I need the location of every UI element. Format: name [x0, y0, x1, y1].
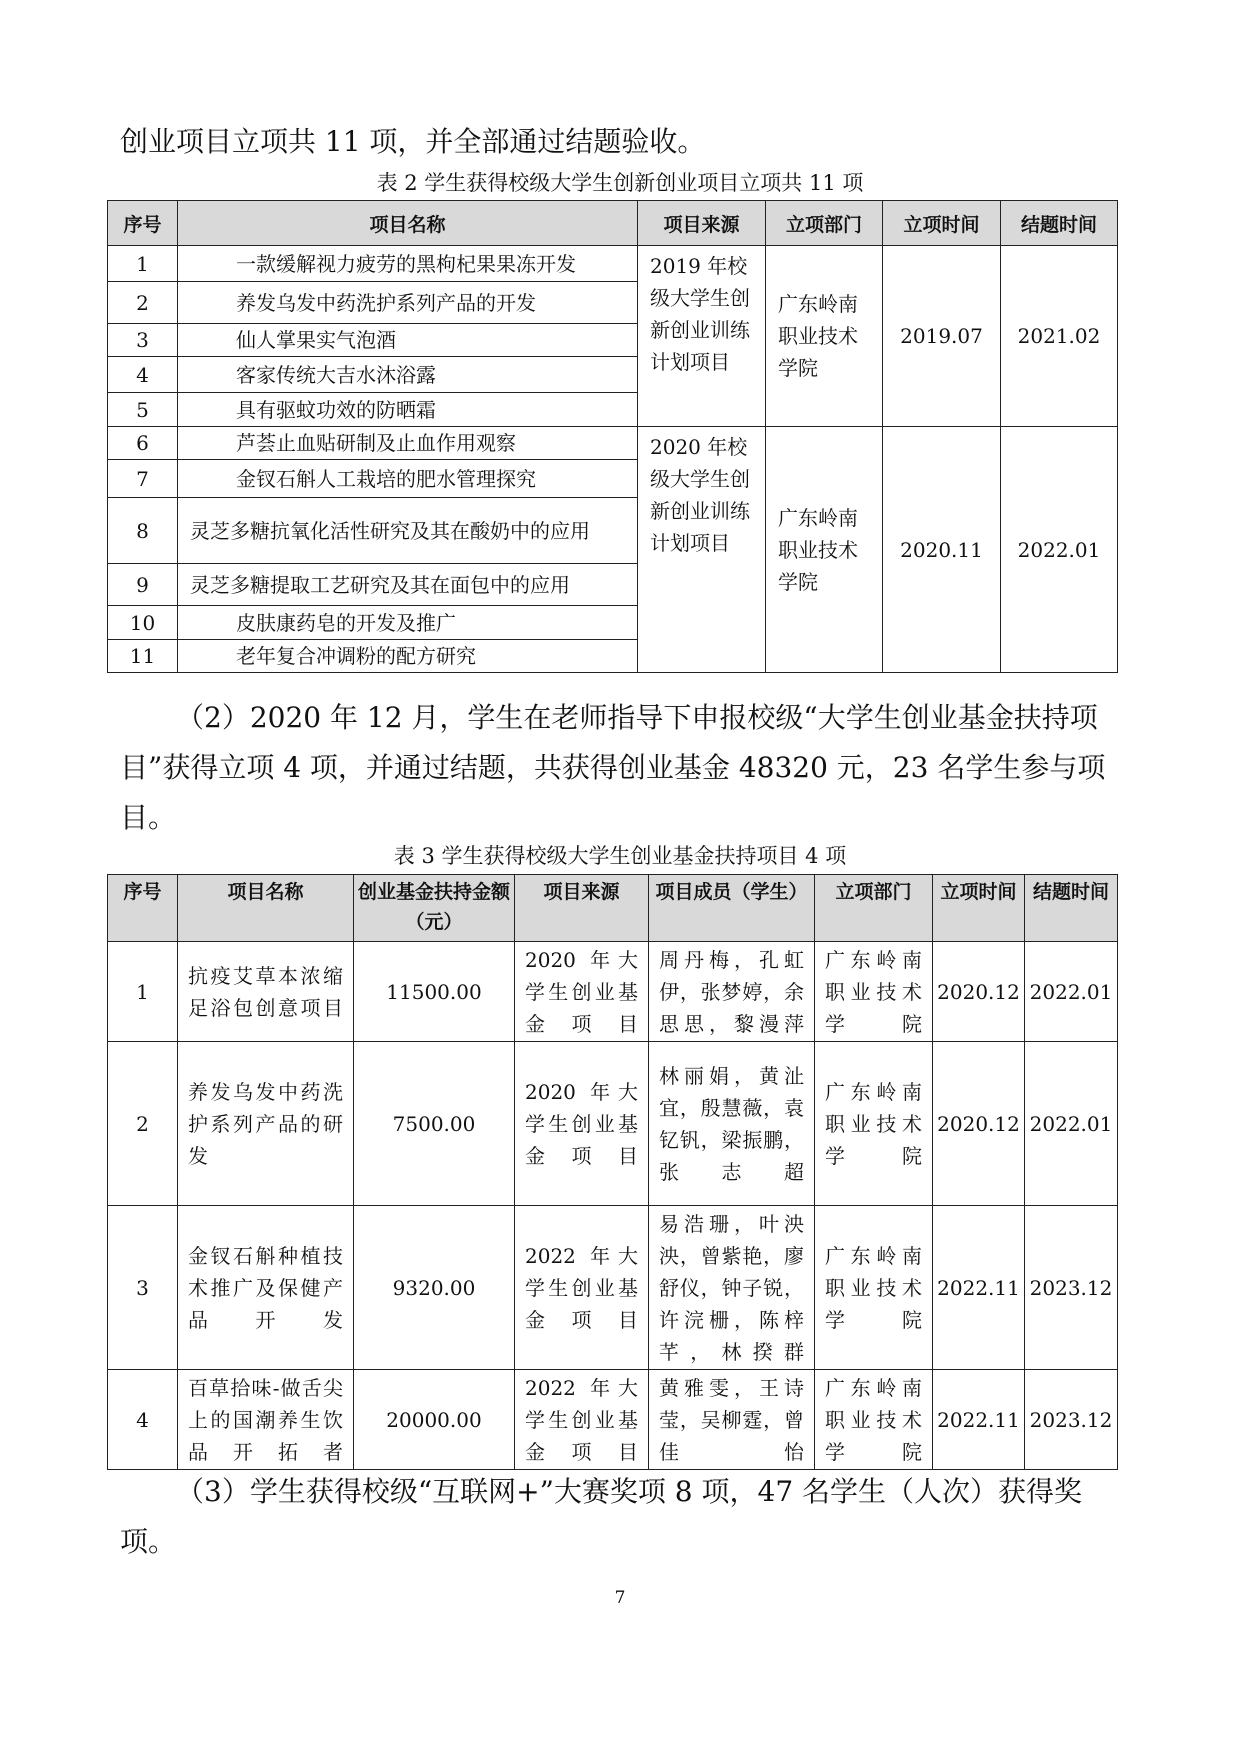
- table2-header-cell: 立项部门: [766, 201, 883, 246]
- table2-header-cell: 立项时间: [883, 201, 1001, 246]
- project-name: 皮肤康药皂的开发及推广: [178, 606, 638, 640]
- department: 广东岭南职业技术学院: [766, 427, 883, 673]
- table2-header-cell: 结题时间: [1001, 201, 1118, 246]
- start-date: 2019.07: [883, 246, 1001, 427]
- intro-paragraph: 创业项目立项共 11 项，并全部通过结题验收。: [120, 125, 706, 158]
- department: 广东岭南职业技术学院: [815, 1042, 933, 1206]
- table2-caption: 表 2 学生获得校级大学生创新创业项目立项共 11 项: [376, 171, 864, 195]
- table3-header-cell: 立项部门: [815, 875, 933, 942]
- project-name: 百草拾味-做舌尖上的国潮养生饮品开拓者: [178, 1370, 354, 1470]
- table3: [107, 874, 1118, 1470]
- table-row: [108, 1206, 1118, 1370]
- paragraph-3: （3）学生获得校级“互联网+”大赛奖项 8 项，47 名学生（人次）获得奖项。: [120, 1475, 1083, 1558]
- row-number: 2: [108, 282, 178, 324]
- row-number: 6: [108, 427, 178, 460]
- table3-header-cell: 序号: [108, 875, 178, 942]
- table2: [107, 200, 1118, 673]
- end-date: 2022.01: [1001, 427, 1118, 673]
- end-date: 2023.12: [1025, 1370, 1118, 1470]
- project-name: 金钗石斛种植技术推广及保健产品开发: [178, 1206, 354, 1370]
- table3-header-cell: 创业基金扶持金额（元）: [354, 875, 515, 942]
- row-number: 5: [108, 393, 178, 427]
- department: 广东岭南职业技术学院: [815, 1206, 933, 1370]
- row-number: 11: [108, 640, 178, 673]
- project-name: 抗疫艾草本浓缩足浴包创意项目: [178, 942, 354, 1042]
- project-source: 2020 年大学生创业基金项目: [515, 1042, 649, 1206]
- project-name: 具有驱蚊功效的防晒霜: [178, 393, 638, 427]
- row-number: 4: [108, 1370, 178, 1470]
- table-row: [108, 1370, 1118, 1470]
- start-date: 2020.12: [933, 942, 1025, 1042]
- project-name: 养发乌发中药洗护系列产品的研发: [178, 1042, 354, 1206]
- fund-amount: 11500.00: [354, 942, 515, 1042]
- table-row: [108, 246, 1118, 282]
- project-members: 林丽娟，黄沚宜，殷慧薇，袁钇钒，梁振鹏，张志超: [649, 1042, 815, 1206]
- project-source: 2022 年大学生创业基金项目: [515, 1370, 649, 1470]
- table-row: [108, 942, 1118, 1042]
- project-name: 金钗石斛人工栽培的肥水管理探究: [178, 460, 638, 498]
- row-number: 7: [108, 460, 178, 498]
- table3-header-row: [108, 875, 1118, 942]
- project-name: 仙人掌果实气泡酒: [178, 324, 638, 357]
- table3-header-cell: 项目来源: [515, 875, 649, 942]
- project-source: 2020 年校级大学生创新创业训练计划项目: [638, 427, 766, 673]
- project-name: 灵芝多糖提取工艺研究及其在面包中的应用: [178, 564, 638, 606]
- paragraph-2: （2）2020 年 12 月，学生在老师指导下申报校级“大学生创业基金扶持项目”获得立项 4 项，并通过结题，共获得创业基金 48320 元，23 名学生参与项目。: [120, 701, 1106, 834]
- row-number: 8: [108, 498, 178, 564]
- project-name: 灵芝多糖抗氧化活性研究及其在酸奶中的应用: [178, 498, 638, 564]
- end-date: 2022.01: [1025, 942, 1118, 1042]
- project-members: 周丹梅，孔虹伊，张梦婷，余思思，黎漫萍: [649, 942, 815, 1042]
- end-date: 2022.01: [1025, 1042, 1118, 1206]
- table3-header-cell: 项目名称: [178, 875, 354, 942]
- row-number: 9: [108, 564, 178, 606]
- table3-header-cell: 项目成员（学生）: [649, 875, 815, 942]
- fund-amount: 9320.00: [354, 1206, 515, 1370]
- project-members: 易浩珊，叶泱泱，曾紫艳，廖舒仪，钟子锐，许浣栅，陈梓芊，林揆群: [649, 1206, 815, 1370]
- project-name: 一款缓解视力疲劳的黑枸杞果果冻开发: [178, 246, 638, 282]
- department: 广东岭南职业技术学院: [815, 942, 933, 1042]
- start-date: 2022.11: [933, 1370, 1025, 1470]
- table3-header-cell: 结题时间: [1025, 875, 1118, 942]
- project-members: 黄雅雯，王诗莹，吴柳霆，曾佳怡: [649, 1370, 815, 1470]
- department: 广东岭南职业技术学院: [815, 1370, 933, 1470]
- project-name: 客家传统大吉水沐浴露: [178, 357, 638, 393]
- fund-amount: 7500.00: [354, 1042, 515, 1206]
- start-date: 2020.11: [883, 427, 1001, 673]
- fund-amount: 20000.00: [354, 1370, 515, 1470]
- project-name: 老年复合冲调粉的配方研究: [178, 640, 638, 673]
- start-date: 2020.12: [933, 1042, 1025, 1206]
- start-date: 2022.11: [933, 1206, 1025, 1370]
- row-number: 2: [108, 1042, 178, 1206]
- table3-header-cell: 立项时间: [933, 875, 1025, 942]
- row-number: 10: [108, 606, 178, 640]
- project-source: 2020 年大学生创业基金项目: [515, 942, 649, 1042]
- project-source: 2022 年大学生创业基金项目: [515, 1206, 649, 1370]
- table-row: [108, 427, 1118, 460]
- end-date: 2021.02: [1001, 246, 1118, 427]
- table3-caption: 表 3 学生获得校级大学生创业基金扶持项目 4 项: [393, 844, 847, 868]
- table2-header-cell: 项目来源: [638, 201, 766, 246]
- project-source: 2019 年校级大学生创新创业训练计划项目: [638, 246, 766, 427]
- end-date: 2023.12: [1025, 1206, 1118, 1370]
- table-row: [108, 1042, 1118, 1206]
- project-name: 芦荟止血贴研制及止血作用观察: [178, 427, 638, 460]
- row-number: 1: [108, 246, 178, 282]
- row-number: 3: [108, 324, 178, 357]
- row-number: 4: [108, 357, 178, 393]
- page-number: 7: [614, 1588, 626, 1608]
- row-number: 3: [108, 1206, 178, 1370]
- project-name: 养发乌发中药洗护系列产品的开发: [178, 282, 638, 324]
- table2-header-cell: 项目名称: [178, 201, 638, 246]
- department: 广东岭南职业技术学院: [766, 246, 883, 427]
- row-number: 1: [108, 942, 178, 1042]
- table2-header-row: [108, 201, 1118, 246]
- table2-header-cell: 序号: [108, 201, 178, 246]
